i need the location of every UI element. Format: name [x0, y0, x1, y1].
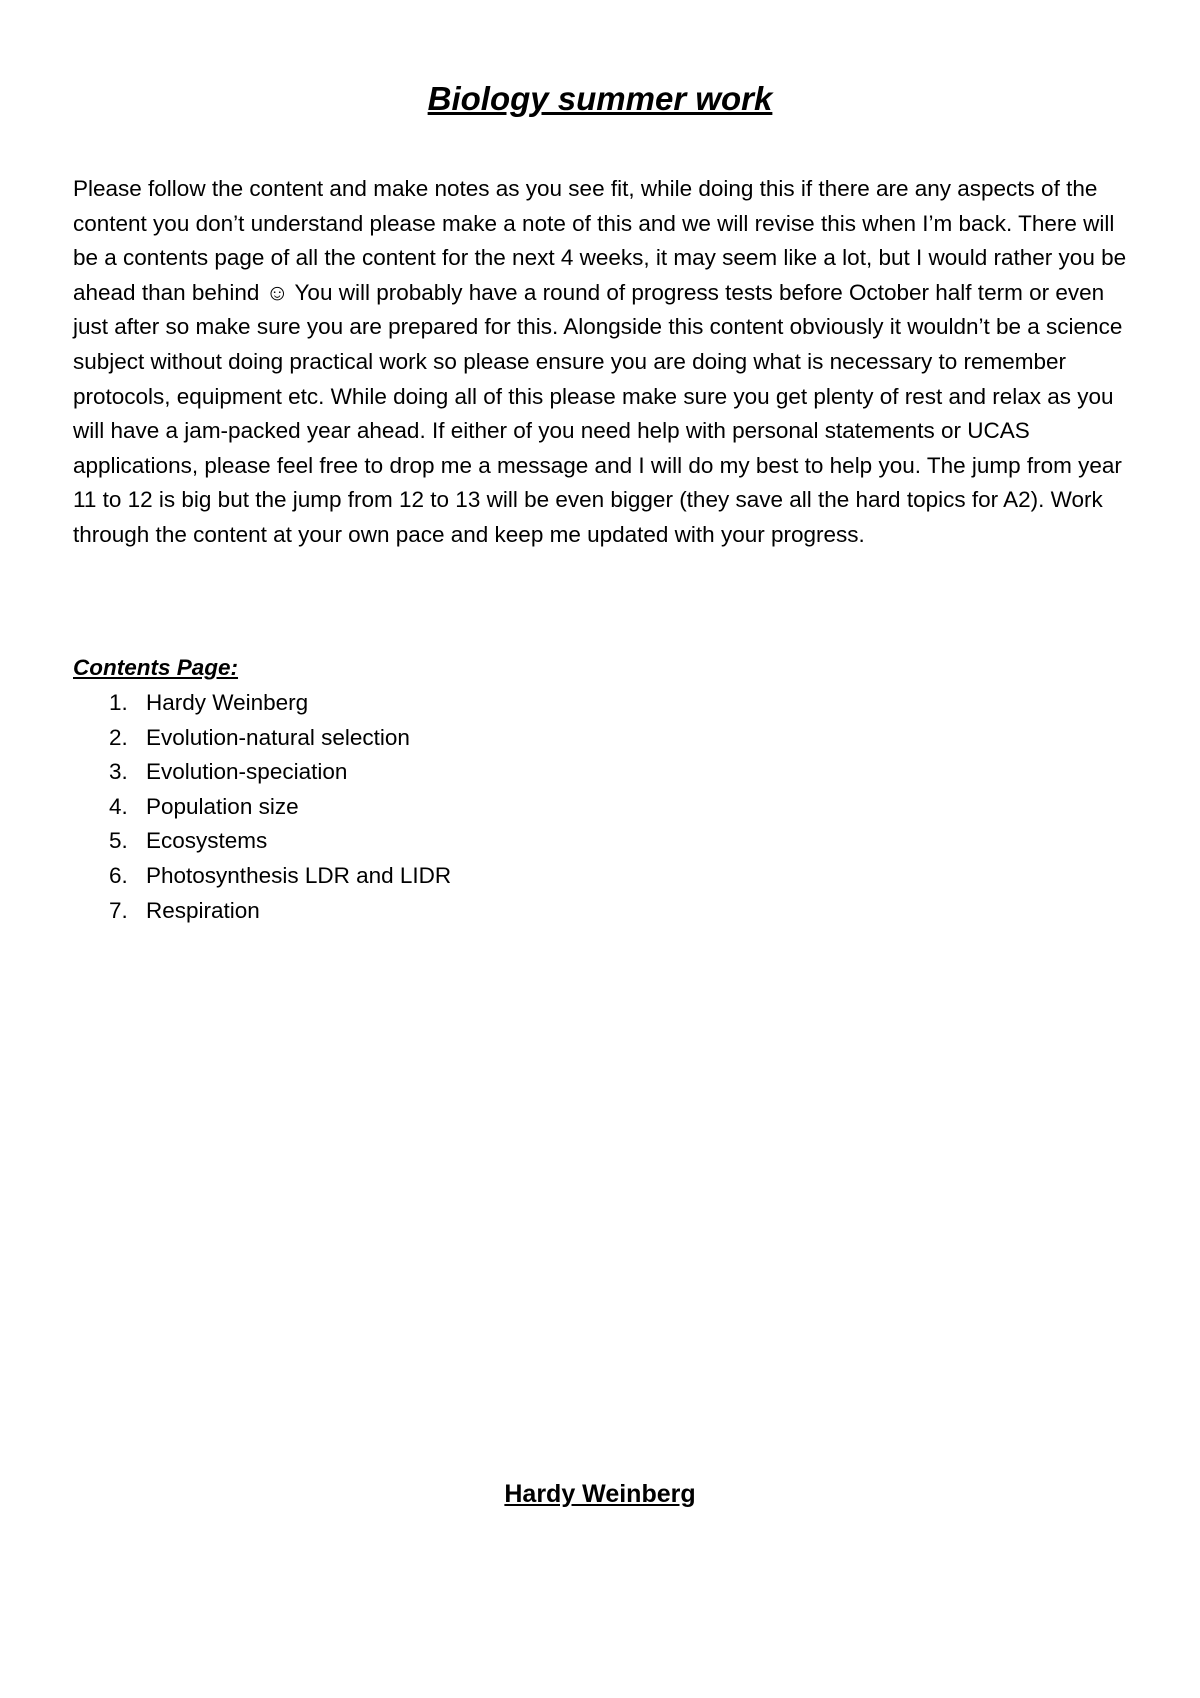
list-item-number: 4. [109, 793, 128, 819]
list-item-number: 3. [109, 759, 128, 785]
section-heading: Hardy Weinberg [504, 1480, 696, 1508]
list-item-number: 2. [109, 724, 128, 750]
list-item-label: Respiration [146, 897, 260, 923]
list-item-label: Hardy Weinberg [146, 690, 309, 715]
list-item-label: Photosynthesis LDR and LIDR [146, 862, 452, 888]
list-item-number: 1. [109, 690, 128, 715]
list-item-label: Population size [146, 793, 299, 819]
list-item-number: 7. [109, 897, 128, 923]
list-item-number: 6. [109, 862, 128, 888]
intro-paragraph: Please follow the content and make notes as you see fit, while doing this if there are any aspects of the content you don’t understand please make a note of this and we will revise this when I’m back. There will be a contents page of all the content for the next 4 weeks, it may seem like a lot, but I would rather you be ahead than behind ☺ You will probably have a round of progress tests before October half term or even just after so make sure you are prepared for this. Alongside this content obviously it wouldn’t be a science subject without doing practical work so please ensure you are doing what is necessary to remember protocols, equipment etc. While doing all of this please make sure you get plenty of rest and relax as you will have a jam-packed year ahead. If either of you need help with personal statements or UCAS applications, please feel free to drop me a message and I will do my best to help you. The jump from year 11 to 12 is big but the jump from 12 to 13 will be even bigger (they save all the hard topics for A2). Work through the content at your own pace and keep me updated with your progress. [73, 176, 1127, 547]
document-title: Biology summer work [427, 80, 773, 117]
contents-heading: Contents Page: [73, 655, 239, 680]
list-item-label: Evolution-natural selection [146, 724, 410, 750]
list-item-label: Evolution-speciation [146, 759, 348, 785]
list-item-label: Ecosystems [146, 828, 268, 854]
list-item-number: 5. [109, 828, 128, 854]
